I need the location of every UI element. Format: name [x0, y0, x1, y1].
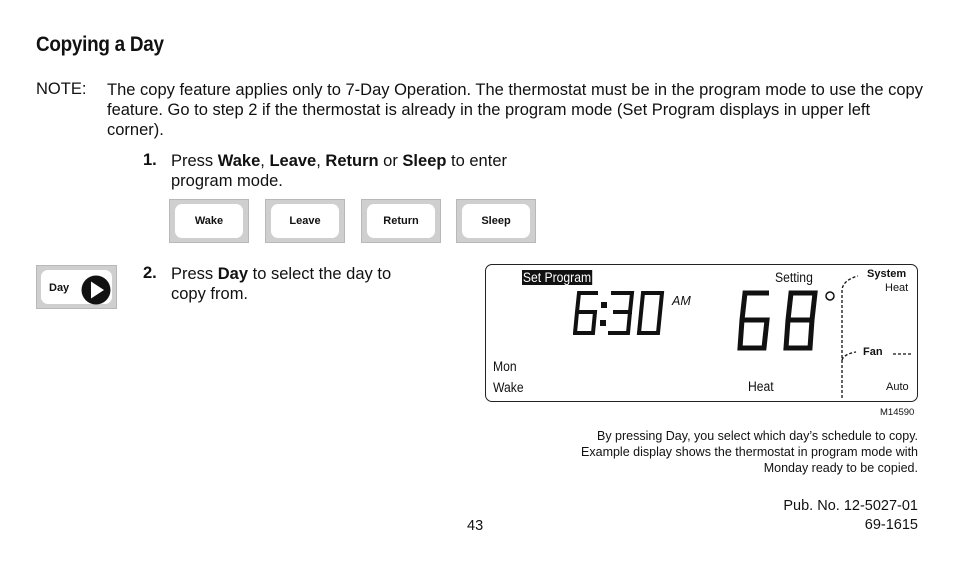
- return-button[interactable]: Return: [367, 204, 435, 238]
- step-1-leave: Leave: [269, 152, 317, 170]
- wake-key: [169, 199, 249, 243]
- step-2-number: 2.: [143, 264, 157, 282]
- note-text: The copy feature applies only to 7-Day Operation. The thermostat must be in the program mode to use the copy feature. Go to step 2 if the thermostat is already in the program mode (Set Program displays in upper left corner).: [107, 81, 923, 139]
- temperature-digits: [737, 289, 827, 353]
- step-1-wake: Wake: [217, 152, 261, 170]
- figure-caption: By pressing Day, you select which day’s schedule to copy. Example display shows the thermostat in program mode with Monday ready to be copied.: [581, 429, 918, 475]
- step-1-return: Return: [325, 152, 379, 170]
- leave-button[interactable]: Leave: [271, 204, 339, 238]
- mode-indicator: Heat: [748, 379, 774, 394]
- day-button[interactable]: [41, 270, 112, 304]
- note-label: NOTE:: [36, 80, 87, 98]
- step-1-number: 1.: [143, 151, 157, 169]
- figure-id: M14590: [880, 407, 915, 418]
- leave-key: [265, 199, 345, 243]
- step-2-day: Day: [217, 265, 249, 283]
- system-value: Heat: [885, 282, 909, 294]
- fan-label: Fan: [863, 346, 883, 358]
- day-indicator: Mon: [493, 359, 517, 374]
- step-1-sleep: Sleep: [402, 152, 447, 170]
- return-key: [361, 199, 441, 243]
- setting-label: Setting: [775, 270, 813, 285]
- sleep-button[interactable]: Sleep: [462, 204, 530, 238]
- publication-number: Pub. No. 12-5027-01 69-1615: [783, 498, 918, 533]
- system-label: System: [867, 268, 907, 280]
- degree-icon: [824, 290, 836, 302]
- page-number: 43: [467, 518, 484, 534]
- time-digits: [573, 289, 673, 337]
- sleep-key: [456, 199, 536, 243]
- page-title: Copying a Day: [36, 33, 164, 56]
- set-program-indicator: Set Program: [522, 270, 592, 285]
- period-indicator: Wake: [493, 380, 524, 395]
- day-button-label: Day: [49, 282, 70, 294]
- fan-value: Auto: [886, 381, 909, 393]
- day-key: [36, 265, 117, 309]
- wake-button[interactable]: Wake: [175, 204, 243, 238]
- step-2-text: Press Day to select the day to copy from.: [171, 265, 392, 303]
- am-indicator: AM: [672, 294, 691, 308]
- play-arrow-icon: [81, 275, 111, 305]
- step-1-text: Press Wake, Leave, Return or Sleep to enter program mode.: [171, 152, 507, 190]
